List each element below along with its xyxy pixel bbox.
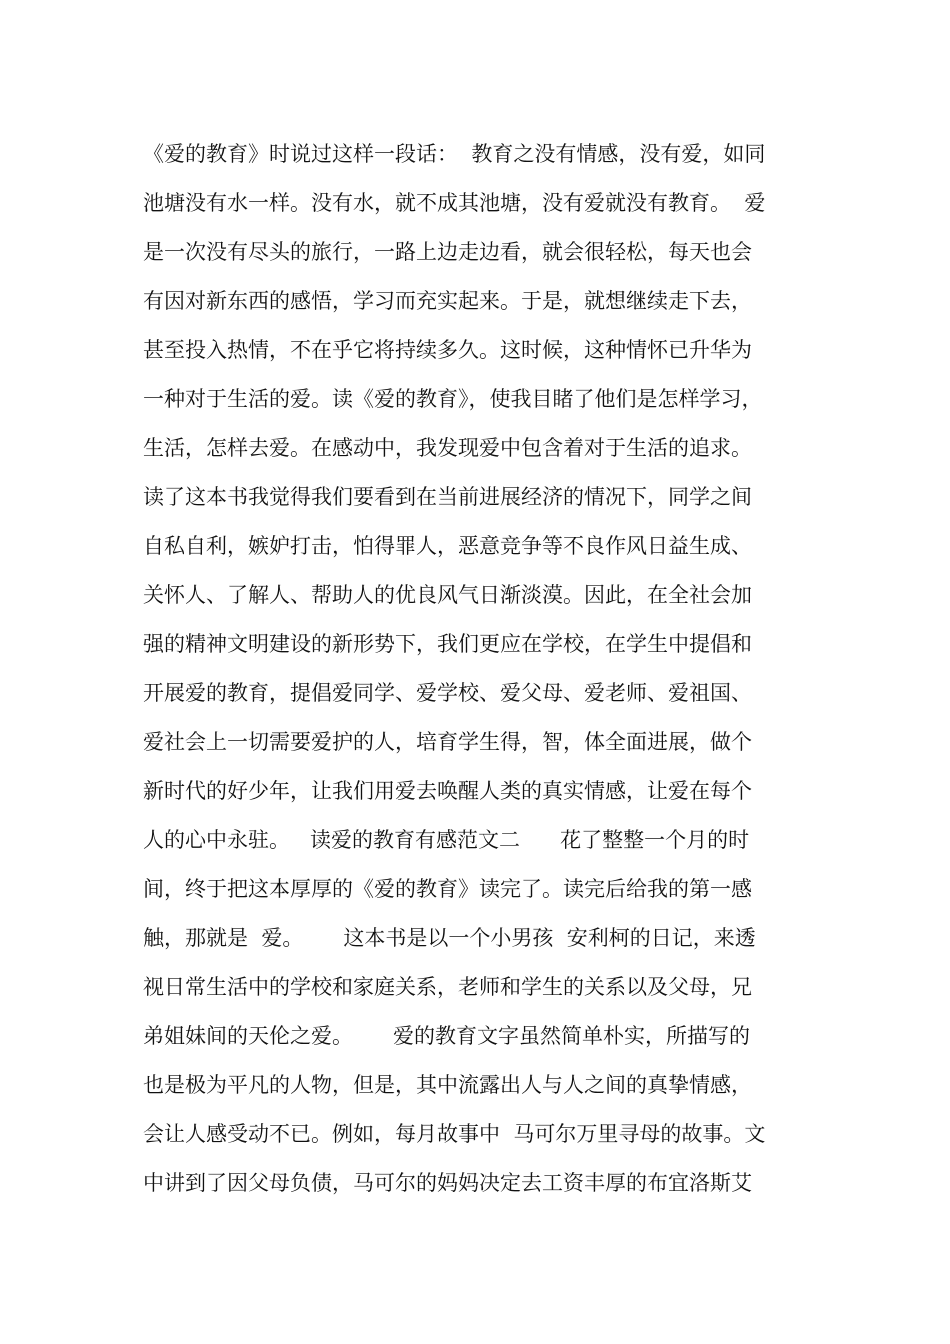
text-line: 生活，怎样去爱。在感动中，我发现爱中包含着对于生活的追求。: [143, 436, 752, 460]
text-line: 人的心中永驻。 读爱的教育有感范文二 花了整整一个月的时: [143, 828, 750, 852]
text-line: 《爱的教育》时说过这样一段话： 教育之没有情感，没有爱，如同: [143, 142, 766, 166]
text-line: 强的精神文明建设的新形势下，我们更应在学校，在学生中提倡和: [143, 632, 752, 656]
text-line: 池塘没有水一样。没有水，就不成其池塘，没有爱就没有教育。 爱: [143, 191, 766, 215]
text-line: 也是极为平凡的人物，但是，其中流露出人与人之间的真挚情感，: [143, 1073, 752, 1097]
text-line: 自私自利，嫉妒打击，怕得罪人，恶意竞争等不良作风日益生成、: [143, 534, 752, 558]
text-line: 会让人感受动不已。例如，每月故事中 马可尔万里寻母的故事。文: [143, 1122, 766, 1146]
text-line: 触，那就是 爱。 这本书是以一个小男孩 安利柯的日记，来透: [143, 926, 756, 950]
text-line: 关怀人、了解人、帮助人的优良风气日渐淡漠。因此，在全社会加: [143, 583, 752, 607]
body-text: [143, 130, 823, 1208]
text-line: 开展爱的教育，提倡爱同学、爱学校、爱父母、爱老师、爱祖国、: [143, 681, 752, 705]
text-line: 爱社会上一切需要爱护的人，培育学生得，智，体全面进展，做个: [143, 730, 752, 754]
text-line: 甚至投入热情，不在乎它将持续多久。这时候，这种情怀已升华为: [143, 338, 752, 362]
text-line: 读了这本书我觉得我们要看到在当前进展经济的情况下，同学之间: [143, 485, 752, 509]
text-line: 中讲到了因父母负债，马可尔的妈妈决定去工资丰厚的布宜洛斯艾: [143, 1171, 752, 1195]
text-line: 视日常生活中的学校和家庭关系，老师和学生的关系以及父母，兄: [143, 975, 752, 999]
text-line: 新时代的好少年，让我们用爱去唤醒人类的真实情感，让爱在每个: [143, 779, 752, 803]
text-line: 间，终于把这本厚厚的《爱的教育》读完了。读完后给我的第一感: [143, 877, 752, 901]
text-line: 一种对于生活的爱。读《爱的教育》，使我目睹了他们是怎样学习，: [143, 387, 763, 411]
text-line: 弟姐妹间的天伦之爱。 爱的教育文字虽然简单朴实，所描写的: [143, 1024, 751, 1048]
text-line: 有因对新东西的感悟，学习而充实起来。于是，就想继续走下去，: [143, 289, 752, 313]
text-line: 是一次没有尽头的旅行，一路上边走边看，就会很轻松，每天也会: [143, 240, 752, 264]
